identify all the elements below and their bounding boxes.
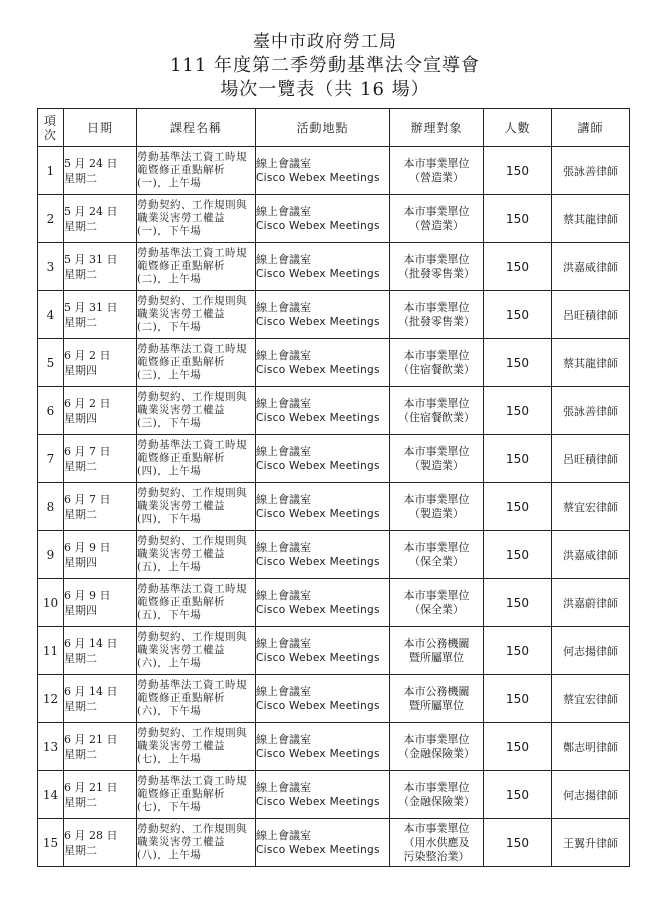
attendee-count: 150 (484, 483, 552, 531)
session-date: 6 月 21 日 (64, 732, 118, 746)
row-number: 7 (38, 435, 64, 483)
attendee-count: 150 (484, 435, 552, 483)
attendee-count: 150 (484, 675, 552, 723)
course-name: 勞動基準法工資工時規範暨修正重點解析(五)，下午場 (137, 579, 256, 627)
location-room: 線上會議室 (256, 396, 311, 410)
audience-cell (390, 627, 484, 675)
audience-line-1: 本市事業單位 (403, 204, 470, 218)
row-number: 5 (38, 339, 64, 387)
location-platform: Cisco Webex Meetings (256, 747, 380, 760)
location-platform: Cisco Webex Meetings (256, 843, 380, 856)
location-platform: Cisco Webex Meetings (256, 411, 380, 424)
lecturer-name: 王翼升律師 (552, 819, 630, 867)
audience-line-2: （批發零售業） (398, 266, 475, 280)
table-row (38, 195, 630, 243)
audience-line-2: （營造業） (409, 218, 464, 232)
row-number: 6 (38, 387, 64, 435)
session-weekday: 星期二 (64, 459, 97, 473)
location-cell (256, 675, 390, 723)
table-row (38, 819, 630, 867)
location-platform: Cisco Webex Meetings (256, 651, 380, 664)
row-number: 2 (38, 195, 64, 243)
session-date-cell (64, 771, 137, 819)
row-number: 4 (38, 291, 64, 339)
lecturer-name: 何志揚律師 (552, 771, 630, 819)
session-date: 5 月 31 日 (64, 252, 118, 266)
course-name: 勞動契約、工作規則與職業災害勞工權益(八)，上午場 (137, 819, 256, 867)
location-platform: Cisco Webex Meetings (256, 555, 380, 568)
session-date: 5 月 31 日 (64, 300, 118, 314)
location-room: 線上會議室 (256, 300, 311, 314)
table-row (38, 435, 630, 483)
row-number: 9 (38, 531, 64, 579)
location-cell (256, 147, 390, 195)
row-number: 3 (38, 243, 64, 291)
table-row (38, 147, 630, 195)
audience-line-2: （製造業） (409, 506, 464, 520)
location-cell (256, 531, 390, 579)
session-date-cell (64, 723, 137, 771)
location-room: 線上會議室 (256, 348, 311, 362)
audience-line-2: （住宿餐飲業） (398, 362, 475, 376)
location-platform: Cisco Webex Meetings (256, 171, 380, 184)
lecturer-name: 洪嘉威律師 (552, 531, 630, 579)
audience-line-2: （批發零售業） (398, 314, 475, 328)
lecturer-name: 蔡宜宏律師 (552, 483, 630, 531)
location-cell (256, 387, 390, 435)
col-header-location: 活動地點 (256, 109, 390, 147)
location-platform: Cisco Webex Meetings (256, 459, 380, 472)
event-title: 111 年度第二季勞動基準法令宣導會 (169, 55, 481, 76)
session-date: 6 月 21 日 (64, 780, 118, 794)
audience-line-1: 本市事業單位 (403, 300, 470, 314)
session-date: 6 月 2 日 (64, 396, 111, 410)
audience-line-2: （用水供應及 (403, 835, 470, 849)
table-row (38, 339, 630, 387)
audience-cell (390, 675, 484, 723)
location-cell (256, 435, 390, 483)
audience-line-2: （保全業） (409, 554, 464, 568)
lecturer-name: 張詠善律師 (552, 147, 630, 195)
session-date-cell (64, 339, 137, 387)
location-platform: Cisco Webex Meetings (256, 363, 380, 376)
audience-line-2: （金融保險業） (398, 746, 475, 760)
schedule-title: 場次一覽表（共 16 場） (220, 79, 430, 100)
session-date-cell (64, 627, 137, 675)
attendee-count: 150 (484, 531, 552, 579)
attendee-count: 150 (484, 339, 552, 387)
location-platform: Cisco Webex Meetings (256, 315, 380, 328)
audience-cell (390, 435, 484, 483)
session-weekday: 星期四 (64, 411, 97, 425)
lecturer-name: 蔡宜宏律師 (552, 675, 630, 723)
table-row (38, 387, 630, 435)
attendee-count: 150 (484, 771, 552, 819)
table-row (38, 627, 630, 675)
session-date: 5 月 24 日 (64, 204, 118, 218)
session-date: 6 月 2 日 (64, 348, 111, 362)
location-room: 線上會議室 (256, 156, 311, 170)
course-name: 勞動契約、工作規則與職業災害勞工權益(一)，下午場 (137, 195, 256, 243)
location-cell (256, 243, 390, 291)
session-weekday: 星期二 (64, 507, 97, 521)
lecturer-name: 洪嘉蔚律師 (552, 579, 630, 627)
session-weekday: 星期二 (64, 795, 97, 809)
location-cell (256, 579, 390, 627)
attendee-count: 150 (484, 627, 552, 675)
audience-cell (390, 723, 484, 771)
location-cell (256, 483, 390, 531)
table-row (38, 723, 630, 771)
col-header-date: 日期 (64, 109, 137, 147)
course-name: 勞動基準法工資工時規範暨修正重點解析(一)，上午場 (137, 147, 256, 195)
audience-cell (390, 291, 484, 339)
row-number: 15 (38, 819, 64, 867)
location-cell (256, 723, 390, 771)
session-date-cell (64, 531, 137, 579)
location-platform: Cisco Webex Meetings (256, 603, 380, 616)
session-weekday: 星期二 (64, 267, 97, 281)
session-date-cell (64, 435, 137, 483)
lecturer-name: 洪嘉威律師 (552, 243, 630, 291)
row-number: 13 (38, 723, 64, 771)
audience-line-1: 本市事業單位 (403, 821, 470, 835)
audience-line-1: 本市事業單位 (403, 252, 470, 266)
location-room: 線上會議室 (256, 252, 311, 266)
course-name: 勞動基準法工資工時規範暨修正重點解析(四)，上午場 (137, 435, 256, 483)
location-cell (256, 819, 390, 867)
audience-cell (390, 195, 484, 243)
session-date-cell (64, 579, 137, 627)
session-date: 6 月 14 日 (64, 684, 118, 698)
audience-line-1: 本市事業單位 (403, 492, 470, 506)
audience-cell (390, 771, 484, 819)
col-header-course: 課程名稱 (137, 109, 256, 147)
audience-line-2: （製造業） (409, 458, 464, 472)
session-weekday: 星期二 (64, 843, 97, 857)
lecturer-name: 呂旺積律師 (552, 435, 630, 483)
attendee-count: 150 (484, 579, 552, 627)
issuer-title: 臺中市政府勞工局 (253, 32, 397, 52)
session-weekday: 星期二 (64, 171, 97, 185)
lecturer-name: 蔡其龍律師 (552, 195, 630, 243)
row-number: 1 (38, 147, 64, 195)
course-name: 勞動契約、工作規則與職業災害勞工權益(四)，下午場 (137, 483, 256, 531)
course-name: 勞動基準法工資工時規範暨修正重點解析(七)，下午場 (137, 771, 256, 819)
table-row (38, 243, 630, 291)
location-room: 線上會議室 (256, 828, 311, 842)
location-room: 線上會議室 (256, 492, 311, 506)
location-cell (256, 339, 390, 387)
session-date: 6 月 9 日 (64, 540, 111, 554)
audience-line-2: （住宿餐飲業） (398, 410, 475, 424)
session-date: 6 月 9 日 (64, 588, 111, 602)
audience-line-1: 本市事業單位 (403, 156, 470, 170)
course-name: 勞動契約、工作規則與職業災害勞工權益(六)，上午場 (137, 627, 256, 675)
course-name: 勞動基準法工資工時規範暨修正重點解析(二)，上午場 (137, 243, 256, 291)
location-platform: Cisco Webex Meetings (256, 795, 380, 808)
audience-line-1: 本市公務機關 (403, 684, 470, 698)
audience-cell (390, 147, 484, 195)
session-date-cell (64, 291, 137, 339)
session-date: 6 月 7 日 (64, 492, 111, 506)
table-row (38, 531, 630, 579)
audience-cell (390, 243, 484, 291)
document-header (0, 30, 650, 102)
row-number: 10 (38, 579, 64, 627)
audience-line-1: 本市事業單位 (403, 540, 470, 554)
col-header-count: 人數 (484, 109, 552, 147)
table-row (38, 771, 630, 819)
audience-line-1: 本市事業單位 (403, 396, 470, 410)
session-date-cell (64, 243, 137, 291)
audience-line-2: （營造業） (409, 170, 464, 184)
table-row (38, 675, 630, 723)
location-room: 線上會議室 (256, 684, 311, 698)
session-date-cell (64, 387, 137, 435)
location-platform: Cisco Webex Meetings (256, 267, 380, 280)
audience-line-1: 本市事業單位 (403, 588, 470, 602)
location-room: 線上會議室 (256, 732, 311, 746)
attendee-count: 150 (484, 387, 552, 435)
col-header-no: 項 次 (38, 109, 64, 147)
session-weekday: 星期四 (64, 555, 97, 569)
session-weekday: 星期二 (64, 651, 97, 665)
audience-cell (390, 579, 484, 627)
table-row (38, 483, 630, 531)
lecturer-name: 鄭志明律師 (552, 723, 630, 771)
session-weekday: 星期二 (64, 699, 97, 713)
lecturer-name: 蔡其龍律師 (552, 339, 630, 387)
attendee-count: 150 (484, 243, 552, 291)
row-number: 8 (38, 483, 64, 531)
audience-cell (390, 483, 484, 531)
attendee-count: 150 (484, 819, 552, 867)
session-date-cell (64, 147, 137, 195)
session-weekday: 星期二 (64, 747, 97, 761)
session-date: 5 月 24 日 (64, 156, 118, 170)
session-date-cell (64, 819, 137, 867)
table-row (38, 579, 630, 627)
course-name: 勞動契約、工作規則與職業災害勞工權益(三)，下午場 (137, 387, 256, 435)
course-name: 勞動契約、工作規則與職業災害勞工權益(五)，上午場 (137, 531, 256, 579)
location-platform: Cisco Webex Meetings (256, 507, 380, 520)
audience-line-1: 本市公務機關 (403, 636, 470, 650)
session-date-cell (64, 675, 137, 723)
location-platform: Cisco Webex Meetings (256, 219, 380, 232)
location-room: 線上會議室 (256, 204, 311, 218)
attendee-count: 150 (484, 291, 552, 339)
lecturer-name: 何志揚律師 (552, 627, 630, 675)
session-date-cell (64, 483, 137, 531)
attendee-count: 150 (484, 195, 552, 243)
course-name: 勞動契約、工作規則與職業災害勞工權益(七)，上午場 (137, 723, 256, 771)
session-date: 6 月 7 日 (64, 444, 111, 458)
col-header-audience: 辦理對象 (390, 109, 484, 147)
audience-line-1: 本市事業單位 (403, 444, 470, 458)
session-date: 6 月 28 日 (64, 828, 118, 842)
session-weekday: 星期四 (64, 363, 97, 377)
location-room: 線上會議室 (256, 540, 311, 554)
row-number: 11 (38, 627, 64, 675)
session-date: 6 月 14 日 (64, 636, 118, 650)
session-weekday: 星期二 (64, 315, 97, 329)
location-cell (256, 771, 390, 819)
lecturer-name: 張詠善律師 (552, 387, 630, 435)
course-name: 勞動契約、工作規則與職業災害勞工權益(二)，下午場 (137, 291, 256, 339)
row-number: 14 (38, 771, 64, 819)
col-header-lecturer: 講師 (552, 109, 630, 147)
location-cell (256, 195, 390, 243)
audience-cell (390, 387, 484, 435)
audience-cell (390, 531, 484, 579)
attendee-count: 150 (484, 147, 552, 195)
schedule-table (37, 108, 630, 867)
location-platform: Cisco Webex Meetings (256, 699, 380, 712)
location-cell (256, 627, 390, 675)
course-name: 勞動基準法工資工時規範暨修正重點解析(三)，上午場 (137, 339, 256, 387)
session-date-cell (64, 195, 137, 243)
audience-line-1: 本市事業單位 (403, 732, 470, 746)
audience-cell (390, 819, 484, 867)
session-weekday: 星期四 (64, 603, 97, 617)
audience-line-3: 污染整治業） (403, 849, 470, 863)
location-room: 線上會議室 (256, 636, 311, 650)
location-room: 線上會議室 (256, 588, 311, 602)
audience-line-2: （金融保險業） (398, 794, 475, 808)
location-cell (256, 291, 390, 339)
lecturer-name: 呂旺積律師 (552, 291, 630, 339)
audience-cell (390, 339, 484, 387)
audience-line-2: 暨所屬單位 (409, 650, 464, 664)
audience-line-2: 暨所屬單位 (409, 698, 464, 712)
audience-line-1: 本市事業單位 (403, 780, 470, 794)
row-number: 12 (38, 675, 64, 723)
table-header-row (38, 109, 630, 147)
audience-line-1: 本市事業單位 (403, 348, 470, 362)
attendee-count: 150 (484, 723, 552, 771)
course-name: 勞動基準法工資工時規範暨修正重點解析(六)，下午場 (137, 675, 256, 723)
audience-line-2: （保全業） (409, 602, 464, 616)
location-room: 線上會議室 (256, 444, 311, 458)
table-row (38, 291, 630, 339)
location-room: 線上會議室 (256, 780, 311, 794)
session-weekday: 星期二 (64, 219, 97, 233)
